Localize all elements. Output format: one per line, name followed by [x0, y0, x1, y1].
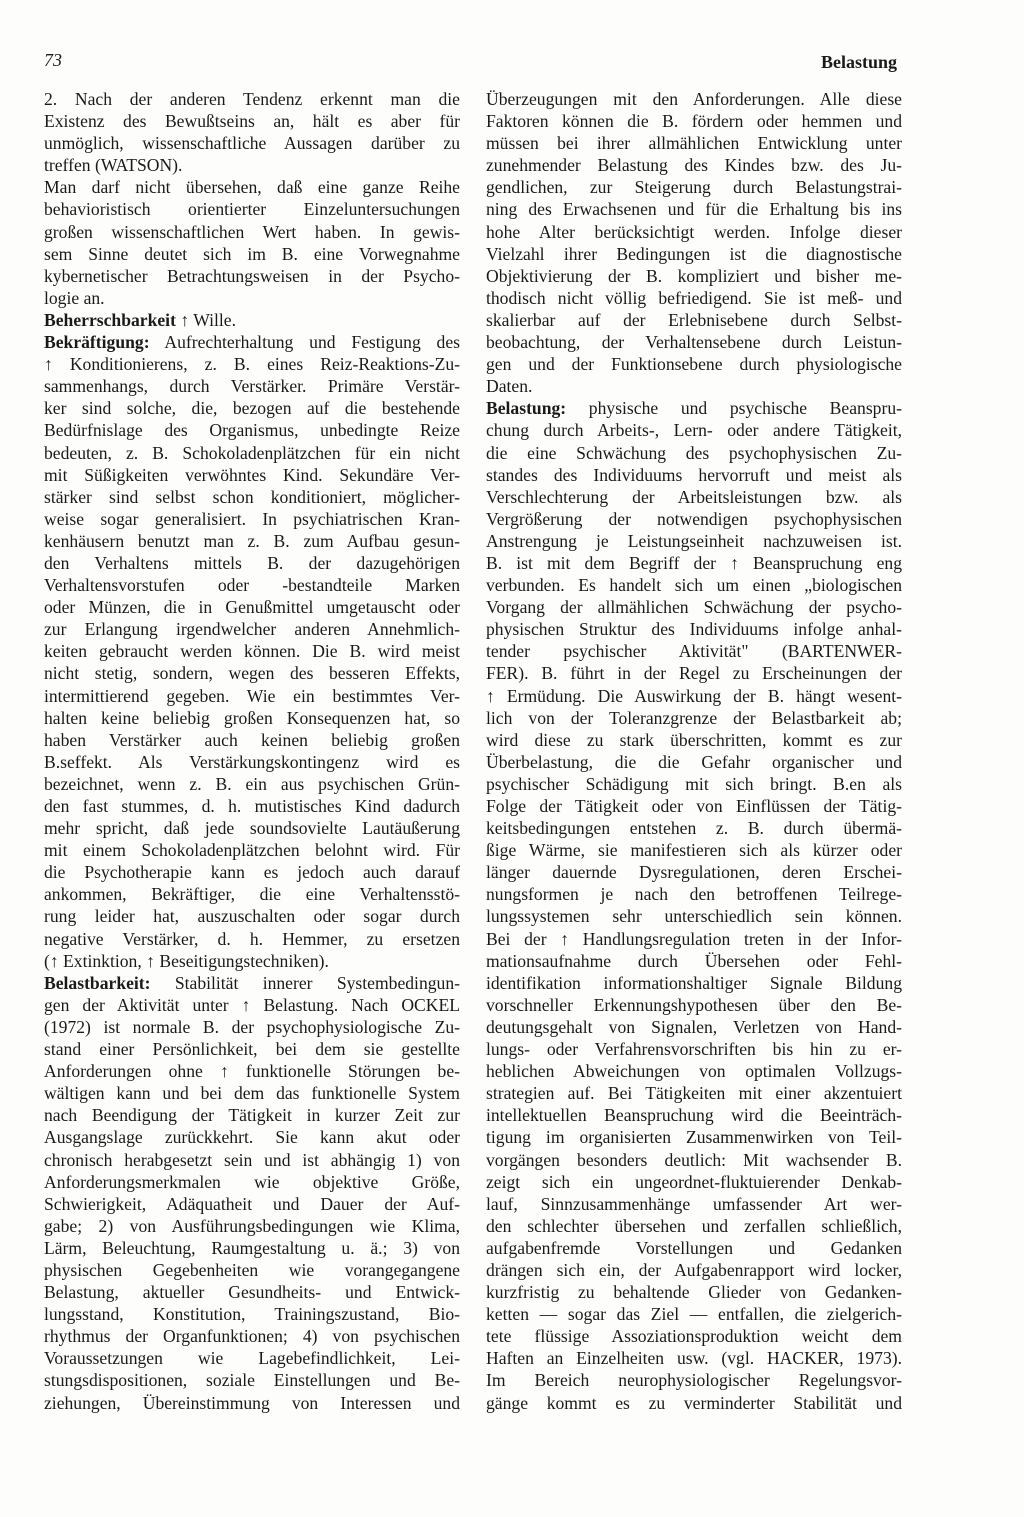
- text-line: lich von der Toleranzgrenze der Belastbarkeit ab;: [486, 707, 902, 728]
- text-line: Vorgang der allmählichen Schwächung der psycho-: [486, 597, 902, 618]
- text-line: Anstrengung je Leistungseinheit nachzuweisen ist.: [486, 530, 902, 551]
- text-line: strategien auf. Bei Tätigkeiten mit einer akzentuiert: [486, 1083, 902, 1104]
- text-line: vorschneller Erkennungshypothesen über den Be-: [486, 994, 902, 1015]
- text-line: [44, 331, 460, 353]
- right-column: [486, 88, 902, 1414]
- text-line: verbunden. Es handelt sich um einen „biologischen: [486, 575, 902, 596]
- text-line: ↑ Konditionierens, z. B. eines Reiz-Reaktions-Zu-: [44, 354, 460, 375]
- text-line: müssen bei ihrer allmählichen Entwicklung unter: [486, 133, 902, 154]
- text-line: Folge der Tätigkeit oder von Einflüssen der Tätig-: [486, 796, 902, 816]
- text-line: Faktoren können die B. fördern oder hemmen und: [486, 111, 902, 132]
- text-line: treffen (WATSON).: [44, 155, 183, 176]
- text-line: stärker sind selbst schon konditioniert, möglicher-: [44, 486, 460, 507]
- text-line: kenhäusern benutzt man z. B. zum Aufbau gesun-: [44, 530, 460, 551]
- text-line: ning des Erwachsenen und für die Erhaltung bis ins: [486, 199, 902, 220]
- text-line: lungs- oder Verfahrensvorschriften bis hin zu er-: [486, 1039, 902, 1060]
- text-line: die eine Schwächung des psychophysischen Zu-: [486, 442, 902, 463]
- text-line: ↑ Ermüdung. Die Auswirkung der B. hängt wesent-: [486, 685, 902, 706]
- text-line: kybernetischer Betrachtungsweisen in der Psycho-: [44, 265, 460, 286]
- text-line: gabe; 2) von Ausführungsbedingungen wie Klima,: [44, 1215, 460, 1236]
- text-line: unmöglich, wissenschaftliche Aussagen darüber zu: [44, 133, 460, 154]
- text-line: keitsbedingungen entstehen z. B. durch übermä-: [486, 818, 902, 839]
- text-line: Schwierigkeit, Adäquatheit und Dauer der Auf-: [44, 1193, 460, 1214]
- entry-term: Beherrschbarkeit: [44, 309, 176, 330]
- text-line: nicht stetig, sondern, wegen des besseren Effekts,: [44, 663, 460, 684]
- text-line: physischen Struktur des Individuums infolge anhal-: [486, 619, 902, 640]
- text-line: zeigt sich ein ungeordnet-fluktuierender Denkab-: [486, 1171, 902, 1192]
- text-line: Überzeugungen mit den Anforderungen. Alle diese: [486, 89, 902, 109]
- text-line: stungsdispositionen, soziale Einstellungen und Be-: [44, 1370, 460, 1391]
- text-line: ankommen, Bekräftiger, die eine Verhaltensstö-: [44, 884, 460, 905]
- text-line: Verhaltensvorstufen oder -bestandteile Marken: [44, 575, 460, 596]
- text-line: gen und der Funktionsebene durch physiologische: [486, 354, 902, 375]
- text-line: rung leider hat, auszuschalten oder sogar durch: [44, 906, 460, 927]
- entry-text: Aufrechterhaltung und Festigung des: [149, 332, 460, 353]
- text-line: [44, 972, 460, 994]
- text-line: kurzfristig zu behaltende Glieder von Gedanken-: [486, 1282, 902, 1303]
- text-line: mit einem Schokoladenplätzchen belohnt wird. Für: [44, 840, 460, 861]
- text-line: drängen sich ein, der Aufgabenrapport wird locker,: [486, 1259, 902, 1280]
- text-line: weise sogar generalisiert. In psychiatrischen Kran-: [44, 508, 460, 529]
- text-line: den Verhaltens mittels B. der dazugehörigen: [44, 552, 460, 573]
- text-line: negative Verstärker, d. h. Hemmer, zu ersetzen: [44, 928, 460, 949]
- text-line: identifikation informationshaltiger Signale Bildung: [486, 972, 902, 993]
- text-line: wältigen kann und bei dem das funktionelle System: [44, 1083, 460, 1104]
- text-line: physischen Gegebenheiten wie vorangegangene: [44, 1259, 460, 1280]
- text-line: den schlechter übersehen und zerfallen schließlich,: [486, 1215, 902, 1236]
- text-line: Vielzahl ihrer Bedingungen ist die diagnostische: [486, 243, 902, 264]
- text-line: lungssystemen sehr unterschiedlich sein können.: [486, 906, 902, 927]
- text-line: keiten gebraucht werden können. Die B. wird meist: [44, 641, 460, 662]
- text-line: wird diese zu stark überschritten, kommt es zur: [486, 729, 902, 750]
- text-line: FER). B. führt in der Regel zu Erscheinungen der: [486, 663, 902, 684]
- text-line: länger dauernde Dysregulationen, deren Erschei-: [486, 862, 902, 883]
- text-line: ßige Wärme, sie manifestieren sich als kürzer oder: [486, 840, 902, 861]
- text-line: bezeichnet, wenn z. B. ein aus psychischen Grün-: [44, 773, 460, 794]
- text-line: stand einer Persönlichkeit, bei dem sie gestellte: [44, 1039, 460, 1060]
- text-line: (↑ Extinktion, ↑ Beseitigungstechniken).: [44, 950, 329, 971]
- entry-text: ↑ Wille.: [175, 309, 236, 330]
- text-line: standes des Individuums hervorruft und meist als: [486, 464, 902, 485]
- text-line: nach Beendigung der Tätigkeit in kurzer Zeit zur: [44, 1105, 460, 1126]
- text-line: (1972) ist normale B. der psychophysiologische Zu-: [44, 1016, 460, 1037]
- text-line: Man darf nicht übersehen, daß eine ganze Reihe: [44, 177, 460, 198]
- entry-text: Stabilität innerer Systembedingun-: [150, 972, 460, 993]
- text-line: heblichen Abweichungen von optimalen Vollzugs-: [486, 1061, 902, 1082]
- text-line: bedeuten, z. B. Schokoladenplätzchen für ein nicht: [44, 442, 460, 463]
- text-line: sem Sinne deutet sich im B. eine Vorwegnahme: [44, 243, 460, 264]
- text-line: zur Erlangung irgendwelcher anderen Annehmlich-: [44, 619, 460, 640]
- text-line: gen der Aktivität unter ↑ Belastung. Nach OCKEL: [44, 994, 460, 1015]
- text-line: Ausgangslage zurückkehrt. Sie kann akut oder: [44, 1127, 460, 1148]
- text-line: tete flüssige Assoziationsproduktion weicht dem: [486, 1326, 902, 1347]
- text-line: aufgabenfremde Vorstellungen und Gedanken: [486, 1237, 902, 1258]
- text-line: Anforderungen ohne ↑ funktionelle Störungen be-: [44, 1061, 460, 1082]
- text-line: mehr spricht, daß jede soundsovielte Lautäußerung: [44, 818, 460, 839]
- text-line: B.seffekt. Als Verstärkungskontingenz wird es: [44, 751, 460, 772]
- text-line: rhythmus der Organfunktionen; 4) von psychischen: [44, 1326, 460, 1347]
- page-number: 73: [44, 50, 62, 70]
- text-line: Objektivierung der B. kompliziert und bisher me-: [486, 265, 902, 286]
- entry-term: Belastung:: [486, 398, 567, 419]
- text-line: lauf, Sinnzusammenhänge umfassender Art wer-: [486, 1193, 902, 1214]
- text-line: intermittierend gegeben. Wie ein bestimmtes Ver-: [44, 685, 460, 706]
- entry-text: physische und psychische Beanspru-: [566, 398, 902, 419]
- entry-term: Bekräftigung:: [44, 332, 150, 353]
- text-line: tigung im organisierten Zusammenwirken von Teil-: [486, 1127, 902, 1148]
- text-line: halten keine beliebig großen Konsequenzen hat, so: [44, 707, 460, 728]
- text-line: Voraussetzungen wie Lagebefindlichkeit, Lei-: [44, 1348, 460, 1369]
- text-line: gänge kommt es zu verminderter Stabilität und: [486, 1392, 902, 1413]
- text-line: lungsstand, Konstitution, Trainingszustand, Bio-: [44, 1304, 460, 1325]
- text-line: Im Bereich neurophysiologischer Regelungsvor-: [486, 1370, 902, 1391]
- text-line: chronisch herabgesetzt sein und ist abhängig 1) von: [44, 1149, 460, 1170]
- text-line: beobachtung, der Verhaltensebene durch Leistun-: [486, 332, 902, 353]
- text-line: oder Münzen, die in Genußmittel umgetauscht oder: [44, 597, 460, 618]
- text-line: Vergrößerung der notwendigen psychophysischen: [486, 508, 902, 529]
- text-line: nungsformen je nach den betroffenen Teilrege-: [486, 884, 902, 905]
- text-line: den fast stummes, d. h. mutistisches Kind dadurch: [44, 796, 460, 816]
- text-line: Bei der ↑ Handlungsregulation treten in der Infor-: [486, 928, 902, 949]
- text-line: Haften an Einzelheiten usw. (vgl. HACKER, 1973).: [486, 1348, 902, 1369]
- text-line: gendlichen, zur Steigerung durch Belastungstrai-: [486, 177, 902, 198]
- text-line: B. ist mit dem Begriff der ↑ Beanspruchung eng: [486, 552, 902, 573]
- text-line: Belastung, aktueller Gesundheits- und Entwick-: [44, 1282, 460, 1303]
- text-line: ziehungen, Übereinstimmung von Interessen und: [44, 1392, 460, 1413]
- text-line: Bedürfnislage des Organismus, unbedingte Reize: [44, 420, 460, 441]
- text-line: Existenz des Bewußtseins an, hält es aber für: [44, 111, 460, 132]
- text-line: [44, 309, 460, 331]
- text-line: vorgängen besonders deutlich: Mit wachsender B.: [486, 1149, 902, 1170]
- left-column: [44, 88, 460, 1414]
- text-line: psychischer Schädigung mit sich bringt. B.en als: [486, 773, 902, 794]
- text-line: die Psychotherapie kann es jedoch auch darauf: [44, 862, 460, 883]
- text-line: ketten — sogar das Ziel — entfallen, die zielgerich-: [486, 1304, 902, 1325]
- text-line: Überbelastung, die die Gefahr organischer und: [486, 751, 902, 772]
- text-line: deutungsgehalt von Signalen, Verletzen von Hand-: [486, 1016, 902, 1037]
- text-line: Lärm, Beleuchtung, Raumgestaltung u. ä.; 3) von: [44, 1237, 460, 1258]
- text-line: sammenhangs, durch Verstärker. Primäre Verstär-: [44, 376, 460, 397]
- text-line: skalierbar auf der Erlebnisebene durch Selbst-: [486, 309, 902, 330]
- text-line: chung durch Arbeits-, Lern- oder andere Tätigkeit,: [486, 420, 902, 441]
- text-line: zunehmender Belastung des Kindes bzw. des Ju-: [486, 155, 902, 176]
- text-line: 2. Nach der anderen Tendenz erkennt man die: [44, 89, 460, 109]
- text-line: behavioristisch orientierter Einzeluntersuchungen: [44, 199, 460, 220]
- text-line: haben Verstärker auch keinen beliebig großen: [44, 729, 460, 750]
- text-line: Anforderungsmerkmalen wie objektive Größe,: [44, 1171, 460, 1192]
- text-line: Verschlechterung der Arbeitsleistungen bzw. als: [486, 486, 902, 507]
- text-line: großen wissenschaftlichen Wert haben. In gewis-: [44, 221, 460, 242]
- text-line: [486, 397, 902, 419]
- running-head: Belastung: [820, 52, 897, 72]
- text-line: logie an.: [44, 287, 105, 308]
- text-line: mationsaufnahme durch Übersehen oder Fehl-: [486, 950, 902, 971]
- text-line: intellektuellen Beanspruchung wird die Beeinträch-: [486, 1105, 902, 1126]
- text-line: thodisch nicht völlig befriedigend. Sie ist meß- und: [486, 287, 902, 308]
- text-line: ker sind solche, die, bezogen auf die bestehende: [44, 398, 460, 419]
- entry-term: Belastbarkeit:: [44, 972, 151, 993]
- text-line: hohe Alter berücksichtigt werden. Infolge dieser: [486, 221, 902, 242]
- text-line: mit Süßigkeiten verwöhntes Kind. Sekundäre Ver-: [44, 464, 460, 485]
- text-line: tender psychischer Aktivität" (BARTENWER-: [486, 641, 902, 662]
- text-line: Daten.: [486, 376, 533, 397]
